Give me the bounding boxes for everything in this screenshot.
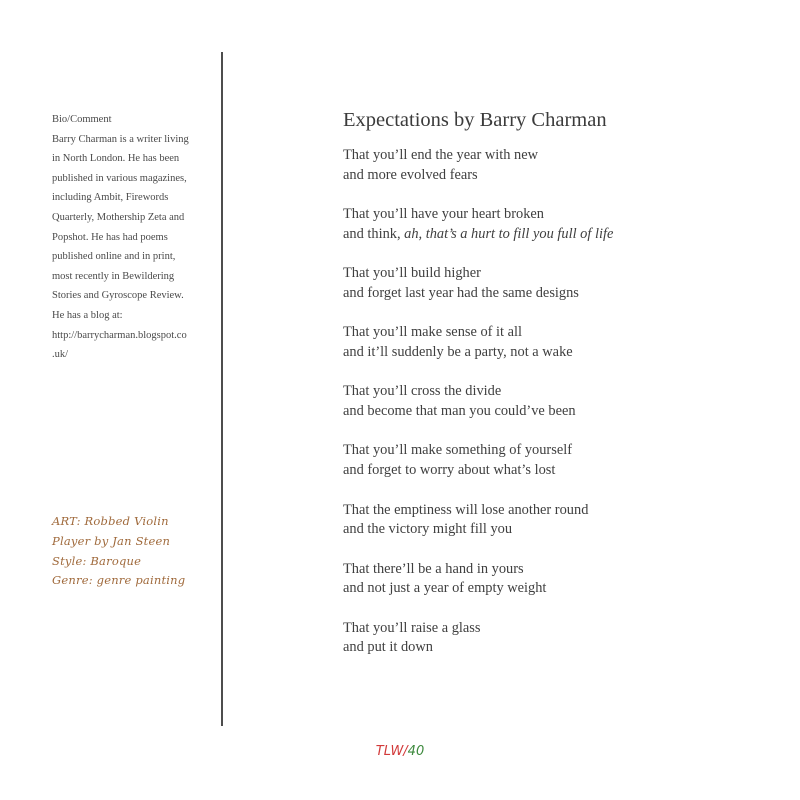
stanza bbox=[343, 619, 763, 658]
stanza bbox=[343, 560, 763, 599]
poem-line: That you’ll have your heart broken bbox=[343, 206, 544, 223]
stanza bbox=[343, 501, 763, 540]
art-caption bbox=[52, 512, 217, 591]
poem-line: That you’ll make something of yourself bbox=[343, 442, 572, 459]
poem-line: That the emptiness will lose another round bbox=[343, 501, 589, 518]
poem-line bbox=[343, 225, 763, 245]
bio-line: Barry Charman is a writer living bbox=[52, 133, 189, 145]
blog-url-line: .uk/ bbox=[52, 349, 69, 361]
art-caption-line: Genre: genre painting bbox=[52, 573, 186, 588]
art-caption-line: Style: Baroque bbox=[52, 553, 142, 568]
art-caption-line: ART: Robbed Violin bbox=[52, 514, 169, 528]
poem-line: That you’ll make sense of it all bbox=[343, 324, 523, 341]
bio-line: Quarterly, Mothership Zeta and bbox=[52, 211, 185, 223]
bio-line: Popshot. He has had poems bbox=[52, 231, 168, 243]
bio-line: in North London. He has been bbox=[52, 153, 180, 165]
magazine-abbreviation: TLW/ bbox=[375, 744, 408, 759]
poem-line: That you’ll end the year with new bbox=[343, 147, 539, 163]
poem-line: That you’ll build higher bbox=[343, 265, 481, 282]
stanza bbox=[343, 146, 763, 185]
poem bbox=[343, 106, 763, 678]
bio-comment-block bbox=[52, 110, 204, 365]
poem-line: and it’ll suddenly be a party, not a wake bbox=[343, 343, 573, 360]
poem-title: Expectations by Barry Charman bbox=[343, 109, 607, 131]
stanza bbox=[343, 441, 763, 480]
stanza bbox=[343, 205, 763, 244]
poem-line: That you’ll raise a glass bbox=[343, 619, 481, 636]
page-footer bbox=[0, 744, 800, 759]
bio-line: He has a blog at: bbox=[52, 309, 123, 321]
poem-line: and not just a year of empty weight bbox=[343, 580, 547, 597]
poem-line: That there’ll be a hand in yours bbox=[343, 560, 524, 577]
page-number: 40 bbox=[407, 744, 425, 759]
poem-line: and forget to worry about what’s lost bbox=[343, 461, 556, 478]
poem-line: and put it down bbox=[343, 639, 433, 656]
bio-line: most recently in Bewildering bbox=[52, 270, 175, 282]
stanza bbox=[343, 264, 763, 303]
bio-line: published in various magazines, bbox=[52, 172, 187, 184]
blog-url-line: http://barrycharman.blogspot.co bbox=[52, 329, 187, 341]
stanza bbox=[343, 323, 763, 362]
poem-line-italic-text: ah, that’s a hurt to fill you full of life bbox=[404, 225, 614, 242]
poem-line: and forget last year had the same designs bbox=[343, 284, 579, 301]
poem-line: That you’ll cross the divide bbox=[343, 383, 502, 400]
bio-line: Stories and Gyroscope Review. bbox=[52, 290, 184, 302]
poem-line-text: and think, bbox=[343, 225, 405, 242]
poem-line: and the victory might fill you bbox=[343, 521, 513, 538]
bio-line: published online and in print, bbox=[52, 251, 176, 263]
poem-line: and more evolved fears bbox=[343, 166, 478, 183]
bio-line: including Ambit, Firewords bbox=[52, 192, 169, 204]
stanza bbox=[343, 382, 763, 421]
column-divider bbox=[221, 52, 223, 726]
bio-heading: Bio/Comment bbox=[52, 114, 112, 125]
poem-line: and become that man you could’ve been bbox=[343, 402, 576, 419]
art-caption-line: Player by Jan Steen bbox=[52, 533, 171, 548]
